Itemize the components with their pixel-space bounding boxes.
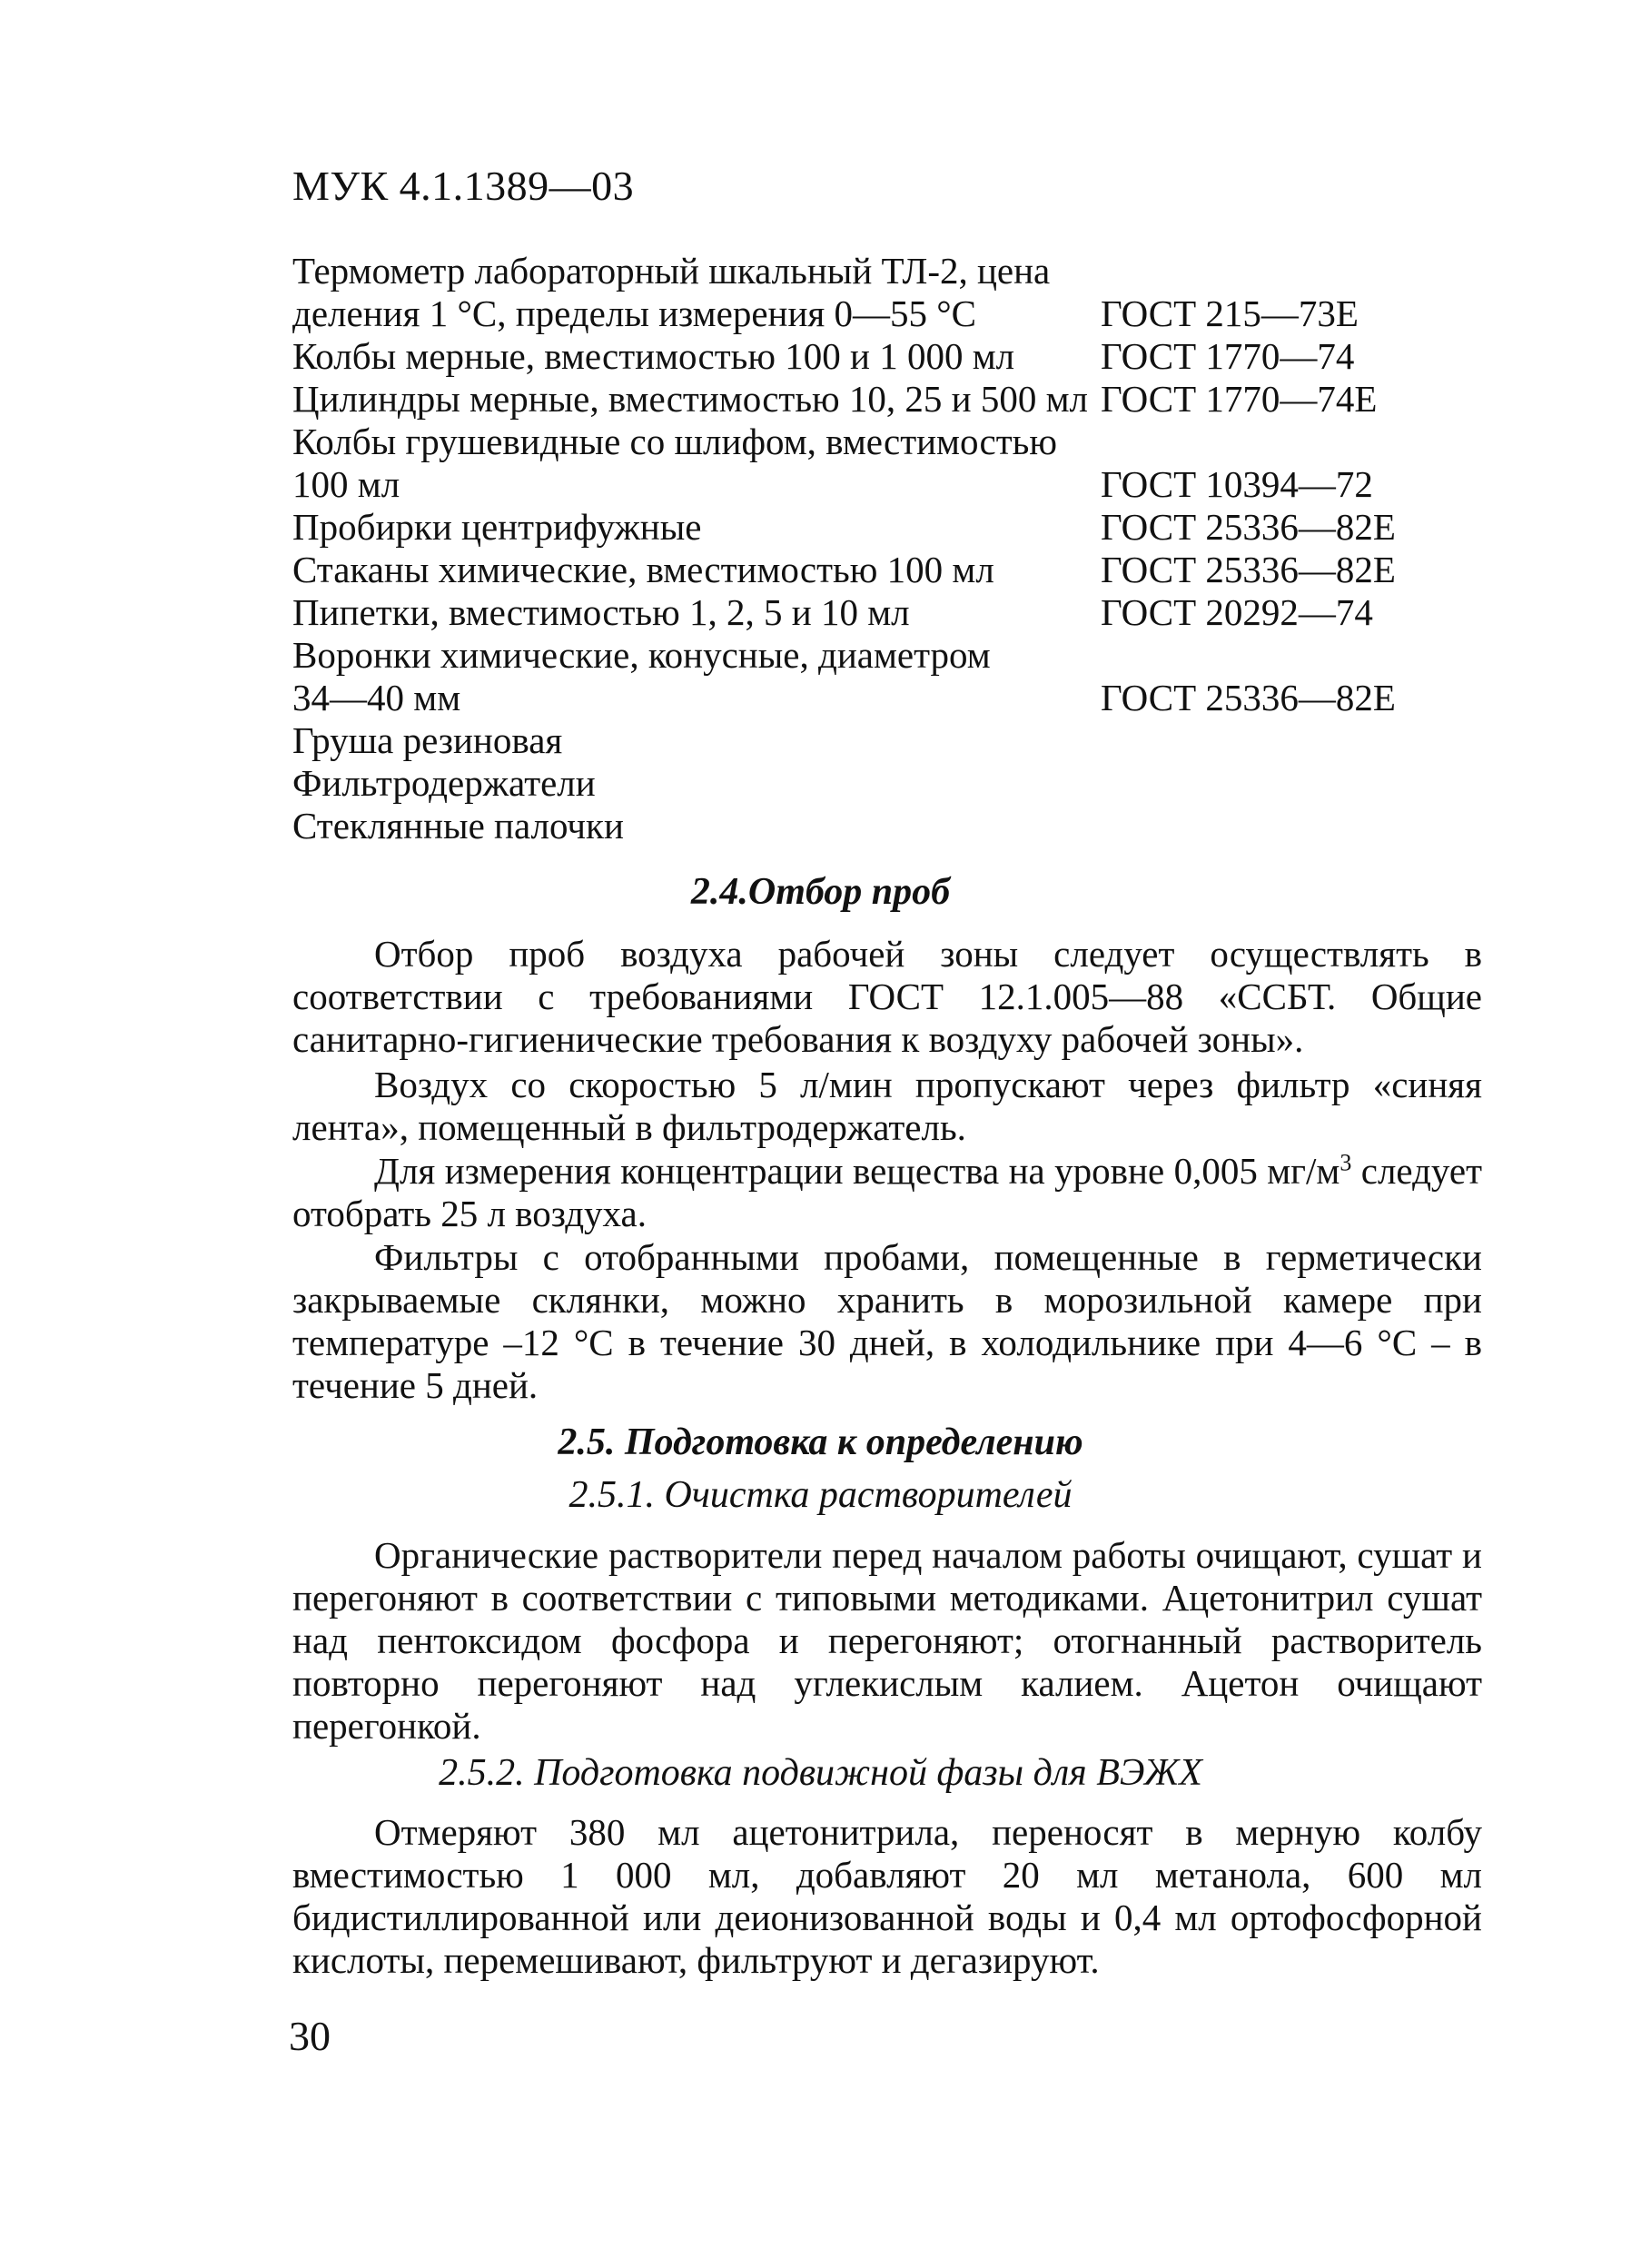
equipment-name-line: Пробирки центрифужные — [292, 506, 702, 548]
equipment-row — [292, 378, 1428, 421]
equipment-row — [292, 421, 1428, 506]
equipment-name — [292, 762, 1101, 805]
equipment-standard: ГОСТ 215—73Е — [1101, 292, 1359, 334]
equipment-name — [292, 421, 1101, 506]
equipment-name — [292, 250, 1101, 335]
equipment-name-line: Стеклянные палочки — [292, 805, 624, 847]
equipment-row — [292, 591, 1428, 634]
superscript-cubic: 3 — [1339, 1149, 1352, 1176]
equipment-standard: ГОСТ 1770—74Е — [1101, 378, 1378, 420]
equipment-name-line: 34—40 мм — [292, 677, 461, 718]
paragraph-2-5-1: Органические растворители перед началом работы очищают, сушат и перегоняют в соответствии с типовыми методиками. Ацетонитрил сушат над пентоксидом фосфора и перегоняют; отогнанный растворитель повторно перегоняют над углекислым калием. Ацетон очищают перегонкой. — [292, 1534, 1482, 1747]
subsection-title-2-5-1: 2.5.1. Очистка растворителей — [568, 1474, 1073, 1516]
equipment-name — [292, 591, 1101, 634]
equipment-name — [292, 335, 1101, 378]
paragraph-2-4-1: Отбор проб воздуха рабочей зоны следует осуществлять в соответствии с требованиями ГОСТ 12.1.005—88 «ССБТ. Общие санитарно-гигиенические требования к воздуху рабочей зоны». — [292, 933, 1482, 1060]
page-number: 30 — [289, 2013, 331, 2059]
equipment-name — [292, 378, 1101, 421]
equipment-name — [292, 634, 1101, 719]
equipment-name — [292, 805, 1101, 847]
equipment-name-line: деления 1 °С, пределы измерения 0—55 °С — [292, 292, 976, 334]
subsection-title-2-5-2: 2.5.2. Подготовка подвижной фазы для ВЭЖХ — [439, 1752, 1202, 1794]
document-code-header: МУК 4.1.1389—03 — [292, 163, 635, 209]
equipment-standard: ГОСТ 25336—82Е — [1101, 549, 1396, 590]
equipment-name — [292, 506, 1101, 549]
equipment-name-line: Цилиндры мерные, вместимостью 10, 25 и 500 мл — [292, 378, 1089, 420]
equipment-name-line: Колбы грушевидные со шлифом, вместимостью — [292, 421, 1057, 462]
equipment-name-line: Пипетки, вместимостью 1, 2, 5 и 10 мл — [292, 591, 910, 633]
paragraph-2-4-3-text: Для измерения концентрации вещества на уровне 0,005 мг/м — [374, 1150, 1340, 1192]
section-title-2-4: 2.4.Отбор проб — [690, 871, 951, 913]
paragraph-2-5-2: Отмеряют 380 мл ацетонитрила, переносят в мерную колбу вместимостью 1 000 мл, добавляют 20 мл метанола, 600 мл бидистиллированной или деионизованной воды и 0,4 мл ортофосфорной кислоты, перемешивают, фильтруют и дегазируют. — [292, 1811, 1482, 1981]
equipment-standard: ГОСТ 10394—72 — [1101, 463, 1373, 505]
equipment-name-line: Термометр лабораторный шкальный ТЛ-2, цена — [292, 250, 1051, 292]
equipment-name-line: 100 мл — [292, 463, 400, 505]
equipment-standard: ГОСТ 20292—74 — [1101, 591, 1373, 633]
equipment-list — [292, 250, 1428, 847]
equipment-row — [292, 506, 1428, 549]
section-title-2-5: 2.5. Подготовка к определению — [558, 1421, 1083, 1463]
equipment-row — [292, 634, 1428, 719]
equipment-name-line: Колбы мерные, вместимостью 100 и 1 000 мл — [292, 335, 1015, 377]
equipment-standard: ГОСТ 1770—74 — [1101, 335, 1355, 377]
equipment-name-line: Стаканы химические, вместимостью 100 мл — [292, 549, 994, 590]
equipment-name-line: Груша резиновая — [292, 719, 563, 761]
paragraph-2-4-2: Воздух со скоростью 5 л/мин пропускают через фильтр «синяя лента», помещенный в фильтродержатель. — [292, 1064, 1482, 1148]
equipment-row — [292, 335, 1428, 378]
equipment-standard: ГОСТ 25336—82Е — [1101, 506, 1396, 548]
equipment-row — [292, 805, 1428, 847]
equipment-standard: ГОСТ 25336—82Е — [1101, 677, 1396, 718]
equipment-name-line: Фильтродержатели — [292, 762, 596, 804]
paragraph-2-4-4: Фильтры с отобранными пробами, помещенные в герметически закрываемые склянки, можно хранить в морозильной камере при температуре –12 °С в течение 30 дней, в холодильнике при 4—6 °С – в течение 5 дней. — [292, 1236, 1482, 1406]
equipment-row — [292, 250, 1428, 335]
paragraph-2-4-3 — [292, 1150, 1482, 1235]
equipment-name — [292, 549, 1101, 591]
equipment-name-line: Воронки химические, конусные, диаметром — [292, 634, 991, 676]
equipment-row — [292, 762, 1428, 805]
equipment-row — [292, 719, 1428, 762]
paragraph-2-4-3-text-end: следует отобрать 25 л воздуха. — [292, 1150, 1483, 1234]
equipment-row — [292, 549, 1428, 591]
equipment-name — [292, 719, 1101, 762]
